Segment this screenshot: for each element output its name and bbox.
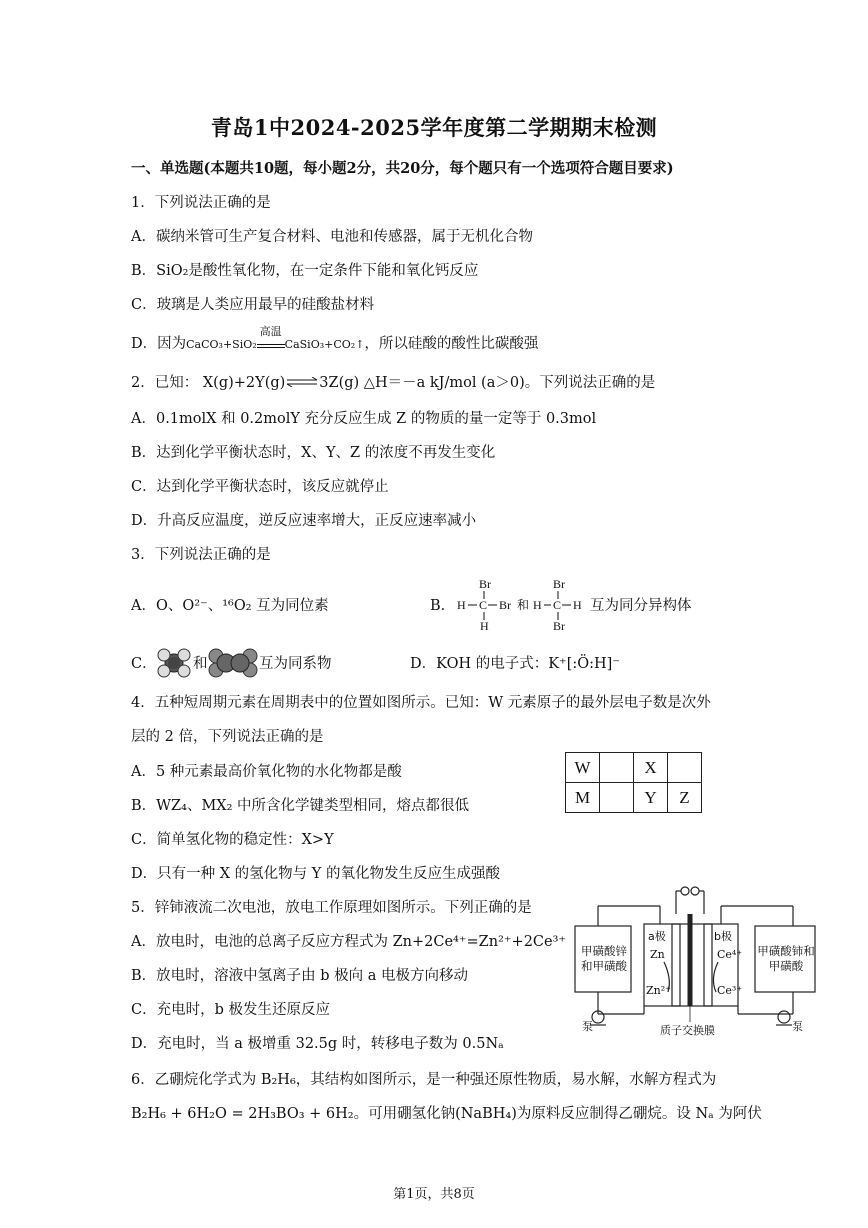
svg-text:C: C: [553, 598, 562, 612]
butane-model-icon: [208, 646, 258, 680]
q3-b-post: 互为同分异构体: [590, 598, 692, 614]
q1-option-a: A．碳纳米管可生产复合材料、电池和传感器，属于无机化合物: [131, 229, 533, 245]
q5-option-d: D．充电时，当 a 极增重 32.5g 时，转移电子数为 0.5Nₐ: [131, 1036, 504, 1052]
svg-text:Br: Br: [479, 577, 491, 591]
q3-b-structures: [455, 576, 590, 634]
membrane-label: 质子交换膜: [660, 1024, 715, 1037]
q2-stem-mid: 3Z(g) △H＝－a kJ/mol (a＞0)。下列说法正确的是: [319, 375, 656, 391]
zn-label: Zn: [650, 948, 665, 961]
b-electrode-label: b极: [714, 930, 732, 943]
q4-option-d: D．只有一种 X 的氢化物与 Y 的氧化物发生反应生成强酸: [131, 866, 500, 882]
q4-stem-line2: 层的 2 倍，下列说法正确的是: [131, 729, 324, 745]
ce4-label: Ce⁴⁺: [717, 948, 743, 961]
q4-option-a: A．5 种元素最高价氧化物的水化物都是酸: [131, 764, 402, 780]
q5-option-c: C．充电时，b 极发生还原反应: [131, 1002, 330, 1018]
grid-cell: M: [566, 783, 600, 813]
grid-cell: [600, 783, 634, 813]
page-footer: 第1页，共8页: [393, 1187, 475, 1202]
grid-cell: [668, 753, 702, 783]
svg-text:H: H: [533, 598, 542, 612]
q4-option-c: C．简单氢化物的稳定性：X>Y: [131, 832, 334, 848]
q2-option-d: D．升高反应温度，逆反应速率增大，正反应速率减小: [131, 513, 477, 529]
q5-stem: 5．锌铈液流二次电池，放电工作原理如图所示。下列正确的是: [131, 900, 532, 916]
q4-stem-line1: 4．五种短周期元素在周期表中的位置如图所示。已知：W 元素原子的最外层电子数是次外: [131, 695, 711, 711]
q5-option-b: B．放电时，溶液中氢离子由 b 极向 a 电极方向移动: [131, 968, 469, 984]
equilibrium-arrow-icon: [285, 373, 319, 393]
q2-stem-pre: 2．已知： X(g)+2Y(g): [131, 375, 286, 391]
q6-line2: B₂H₆ + 6H₂O = 2H₃BO₃ + 6H₂。可用硼氢化钠(NaBH₄)为原料反应制得乙硼烷。设 Nₐ 为阿伏: [131, 1106, 762, 1122]
q2-option-b: B．达到化学平衡状态时，X、Y、Z 的浓度不再发生变化: [131, 445, 496, 461]
ethylene-model-icon: [156, 647, 192, 679]
q1-d-reactants: CaCO₃+SiO₂: [186, 338, 257, 351]
svg-text:Br: Br: [499, 598, 511, 612]
q2-stem: [131, 373, 655, 393]
q5-option-a: A．放电时，电池的总离子反应方程式为 Zn+2Ce⁴⁺=Zn²⁺+2Ce³⁺: [131, 934, 567, 950]
q3-option-c: [131, 654, 157, 674]
periodic-table-fragment: [565, 752, 702, 813]
q1-d-pre: D．因为: [131, 336, 187, 352]
q1-d-arrow: [257, 325, 285, 348]
svg-text:和: 和: [517, 598, 530, 612]
left-tank-label: 甲磺酸锌和甲磺酸: [581, 944, 627, 973]
q2-option-a: A．0.1molX 和 0.2molY 充分反应生成 Z 的物质的量一定等于 0.3mol: [131, 411, 597, 427]
right-tank-label: 甲磺酸铈和甲磺酸: [757, 944, 815, 973]
q1-option-b: B．SiO₂是酸性氧化物，在一定条件下能和氧化钙反应: [131, 263, 479, 279]
grid-cell: Y: [634, 783, 668, 813]
ce3-label: Ce³⁺: [717, 984, 743, 997]
grid-cell: Z: [668, 783, 702, 813]
q3-c-pre: C．: [131, 656, 157, 672]
q3-option-a: A．O、O²⁻、¹⁶O₂ 互为同位素: [131, 598, 329, 614]
a-electrode-label: a极: [648, 930, 666, 943]
right-pump-label: 泵: [792, 1020, 803, 1033]
q3-option-b: [430, 596, 455, 616]
svg-text:H: H: [457, 598, 466, 612]
q4-option-b: B．WZ₄、MX₂ 中所含化学键类型相同，熔点都很低: [131, 798, 470, 814]
q3-c-post: 互为同系物: [259, 656, 332, 672]
svg-text:Br: Br: [553, 619, 565, 633]
q1-option-d: [131, 325, 539, 355]
grid-cell: [600, 753, 634, 783]
svg-text:H: H: [480, 619, 489, 633]
svg-text:H: H: [573, 598, 582, 612]
grid-cell: X: [634, 753, 668, 783]
q6-line1: 6．乙硼烷化学式为 B₂H₆，其结构如图所示，是一种强还原性物质，易水解，水解方程式为: [131, 1072, 717, 1088]
q3-option-d: D．KOH 的电子式：K⁺[:Ö:H]⁻: [410, 656, 620, 672]
left-pump-label: 泵: [582, 1020, 593, 1033]
svg-text:C: C: [479, 598, 488, 612]
q3-c-mid: 和: [193, 656, 208, 672]
q1-option-c: C．玻璃是人类应用最早的硅酸盐材料: [131, 297, 375, 313]
q1-d-products: CaSiO₃+CO₂↑: [284, 338, 365, 351]
svg-text:Br: Br: [553, 577, 565, 591]
q1-d-condition: 高温: [259, 325, 282, 338]
q1-d-equal-sign: [257, 344, 285, 348]
page-title: 青岛1中2024-2025学年度第二学期期末检测: [210, 115, 658, 140]
q2-option-c: C．达到化学平衡状态时，该反应就停止: [131, 479, 389, 495]
q1-d-post: ，所以硅酸的酸性比碳酸强: [364, 336, 539, 352]
q3-stem: 3．下列说法正确的是: [131, 547, 271, 563]
q3-b-pre: B．: [430, 598, 456, 614]
battery-diagram: [568, 884, 823, 1039]
section-heading: 一、单选题(本题共10题，每小题2分，共20分，每个题只有一个选项符合题目要求): [131, 160, 674, 177]
q1-stem: 1．下列说法正确的是: [131, 195, 271, 211]
zn2-label: Zn²⁺: [646, 984, 671, 997]
grid-cell: W: [566, 753, 600, 783]
